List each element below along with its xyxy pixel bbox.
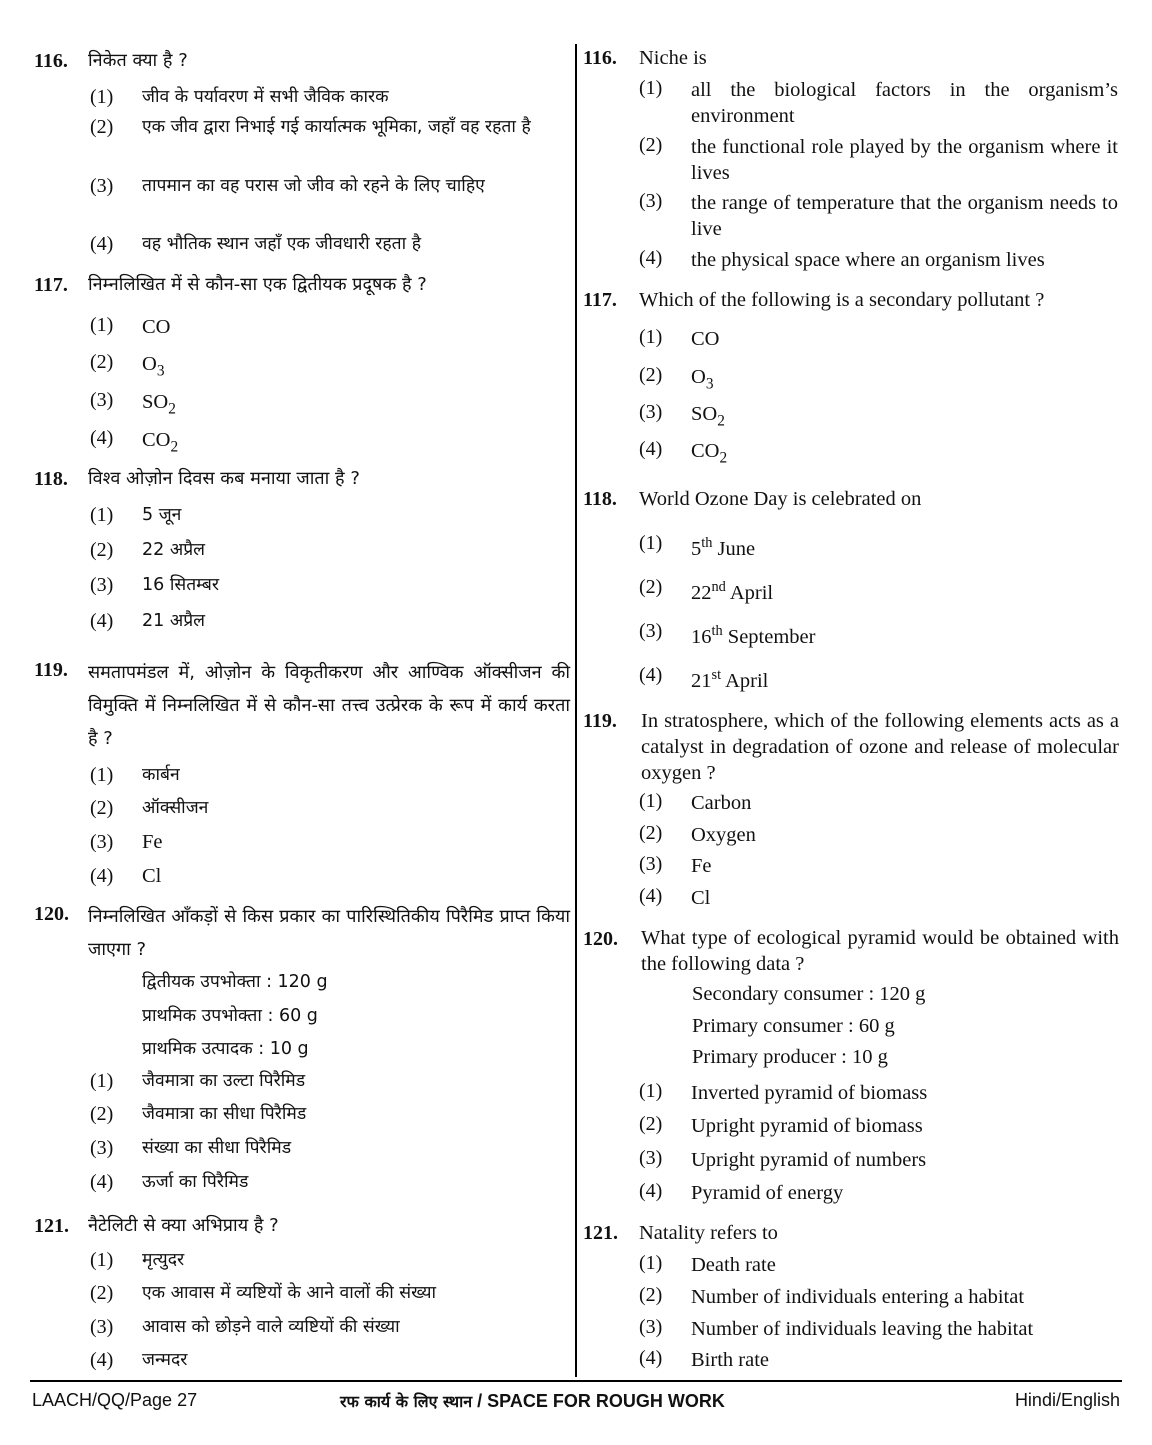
option-text: Death rate — [691, 1254, 776, 1276]
option-number: (4) — [90, 865, 114, 887]
formula-subscript: 3 — [705, 375, 714, 393]
option-number: (1) — [639, 77, 663, 99]
option-text: Number of individuals entering a habitat — [691, 1286, 1025, 1308]
option-number: (3) — [639, 401, 663, 423]
column-divider — [575, 44, 577, 1377]
option-number: (1) — [639, 532, 663, 554]
option-text: ऊर्जा का पिरैमिड — [142, 1172, 249, 1192]
option-text: Cl — [142, 865, 162, 887]
formula-subscript: 3 — [156, 362, 165, 380]
data-line: द्वितीयक उपभोक्ता : 120 g — [142, 972, 328, 992]
option-text: Cl — [691, 887, 711, 909]
rough-work-label — [340, 1390, 810, 1412]
option-number: (4) — [90, 610, 114, 632]
question-text: Niche is — [639, 47, 707, 69]
question-text: World Ozone Day is celebrated on — [639, 488, 922, 510]
data-line: प्राथमिक उत्पादक : 10 g — [142, 1039, 309, 1059]
option-text: the physical space where an organism lives — [691, 249, 1045, 271]
question-number: 116. — [34, 50, 68, 72]
option-text: वह भौतिक स्थान जहाँ एक जीवधारी रहता है — [142, 234, 422, 254]
option-number: (2) — [90, 1282, 114, 1304]
option-number: (2) — [90, 539, 114, 561]
question-text: Natality refers to — [639, 1222, 778, 1244]
option-text: मृत्युदर — [142, 1250, 185, 1270]
ordinal-suffix: nd — [711, 579, 726, 595]
option-number: (3) — [639, 853, 663, 875]
option-text: Pyramid of energy — [691, 1182, 844, 1204]
option-text: Inverted pyramid of biomass — [691, 1082, 928, 1104]
rough-work-hindi: रफ कार्य के लिए स्थान — [340, 1392, 473, 1411]
question-number: 119. — [34, 659, 68, 681]
formula-subscript: 2 — [719, 449, 728, 467]
question-text: What type of ecological pyramid would be obtained with the following data ? — [641, 927, 1119, 975]
language-label: Hindi/English — [1014, 1390, 1120, 1410]
option-number: (3) — [90, 175, 114, 197]
option-text: संख्या का सीधा पिरैमिड — [142, 1138, 292, 1158]
option-text: all the biological factors in the organism’s environment — [691, 79, 1118, 127]
data-line: Primary producer : 10 g — [692, 1046, 888, 1068]
formula: SO — [691, 403, 718, 425]
option-text: Oxygen — [691, 824, 756, 846]
footer-rule — [30, 1380, 1122, 1382]
option-text: तापमान का वह परास जो जीव को रहने के लिए चाहिए — [142, 176, 485, 196]
option-text: Number of individuals leaving the habitat — [691, 1318, 1034, 1340]
option-number: (3) — [639, 620, 663, 642]
option-number: (1) — [90, 1070, 114, 1092]
option-number: (2) — [639, 576, 663, 598]
question-number: 118. — [583, 488, 617, 510]
formula: CO — [142, 316, 171, 338]
question-number: 118. — [34, 468, 68, 490]
option-number: (3) — [90, 574, 114, 596]
option-number: (2) — [639, 822, 663, 844]
option-text: Upright pyramid of numbers — [691, 1149, 927, 1171]
option-number: (2) — [639, 364, 663, 386]
option-text: ऑक्सीजन — [142, 798, 209, 818]
formula-subscript: 2 — [170, 438, 179, 456]
option-number: (3) — [90, 1137, 114, 1159]
data-line: Secondary consumer : 120 g — [692, 983, 926, 1005]
formula: CO — [691, 440, 720, 462]
option-text: एक जीव द्वारा निभाई गई कार्यात्मक भूमिका, जहाँ वह रहता है — [142, 117, 531, 137]
option-text: 5 जून — [142, 505, 182, 525]
option-number: (1) — [639, 326, 663, 348]
question-text: विश्व ओज़ोन दिवस कब मनाया जाता है ? — [88, 468, 360, 489]
option-number: (2) — [90, 797, 114, 819]
option-number: (2) — [639, 1113, 663, 1135]
option-number: (4) — [90, 1171, 114, 1193]
option-number: (1) — [90, 764, 114, 786]
option-number: (1) — [90, 1249, 114, 1271]
question-number: 116. — [583, 47, 617, 69]
question-text: निम्नलिखित आँकड़ों से किस प्रकार का पारिस्थितिकीय पिरैमिड प्राप्त किया जाएगा ? — [88, 906, 570, 960]
rough-work-english: SPACE FOR ROUGH WORK — [487, 1391, 725, 1411]
date-month: April — [725, 669, 769, 692]
option-text: Fe — [691, 855, 712, 877]
option-number: (2) — [90, 116, 114, 138]
question-number: 120. — [583, 928, 618, 950]
option-number: (4) — [90, 233, 114, 255]
formula: CO — [691, 328, 720, 350]
option-text: Birth rate — [691, 1349, 769, 1371]
option-number: (1) — [90, 504, 114, 526]
option-number: (3) — [90, 389, 114, 411]
option-number: (4) — [90, 427, 114, 449]
ordinal-suffix: th — [701, 535, 713, 551]
question-number: 117. — [583, 289, 617, 311]
question-text: In stratosphere, which of the following elements acts as a catalyst in degradation of ozone and release of molecular oxygen ? — [641, 710, 1119, 784]
option-number: (3) — [639, 1147, 663, 1169]
date-day: 5 — [691, 537, 702, 560]
option-number: (2) — [90, 1103, 114, 1125]
option-text: Fe — [142, 831, 163, 853]
date-day: 22 — [691, 581, 712, 604]
formula-subscript: 2 — [168, 400, 176, 418]
option-text: जैवमात्रा का उल्टा पिरैमिड — [142, 1071, 306, 1091]
question-number: 121. — [583, 1222, 618, 1244]
question-text: Which of the following is a secondary pollutant ? — [639, 289, 1045, 311]
question-text: नैटेलिटी से क्या अभिप्राय है ? — [88, 1215, 279, 1236]
question-text: निम्नलिखित में से कौन-सा एक द्वितीयक प्रदूषक है ? — [88, 274, 427, 295]
date-month: September — [727, 625, 816, 648]
option-number: (1) — [90, 86, 114, 108]
question-number: 117. — [34, 274, 68, 296]
option-number: (3) — [639, 1316, 663, 1338]
date-day: 21 — [691, 669, 712, 692]
question-text: समतापमंडल में, ओज़ोन के विकृतीकरण और आण्विक ऑक्सीजन की विमुक्ति में निम्नलिखित में से कौन-सा तत्त्व उत्प्रेरक के रूप में कार्य करता है ? — [88, 662, 570, 749]
rough-work-separator: / — [472, 1391, 488, 1411]
option-number: (4) — [639, 247, 663, 269]
ordinal-suffix: st — [711, 667, 722, 683]
option-text: Upright pyramid of biomass — [691, 1115, 923, 1137]
option-number: (2) — [639, 134, 663, 156]
option-number: (4) — [90, 1349, 114, 1371]
option-number: (4) — [639, 438, 663, 460]
ordinal-suffix: th — [711, 623, 723, 639]
formula: SO — [142, 391, 169, 413]
option-text: 16 सितम्बर — [142, 575, 220, 595]
option-text: जैवमात्रा का सीधा पिरैमिड — [142, 1104, 307, 1124]
option-number: (4) — [639, 664, 663, 686]
data-line: Primary consumer : 60 g — [692, 1015, 895, 1037]
option-text: कार्बन — [142, 765, 180, 785]
question-number: 120. — [34, 903, 69, 925]
question-text: निकेत क्या है ? — [88, 50, 188, 71]
question-number: 121. — [34, 1215, 69, 1237]
option-number: (4) — [639, 1347, 663, 1369]
option-text: जन्मदर — [142, 1350, 188, 1370]
date-day: 16 — [691, 625, 712, 648]
date-month: June — [717, 537, 756, 560]
option-number: (1) — [90, 314, 114, 336]
option-number: (4) — [639, 1180, 663, 1202]
option-number: (2) — [90, 351, 114, 373]
option-text: 21 अप्रैल — [142, 611, 206, 631]
formula: CO — [142, 429, 171, 451]
option-number: (3) — [639, 190, 663, 212]
question-number: 119. — [583, 710, 617, 732]
data-line: प्राथमिक उपभोक्ता : 60 g — [142, 1006, 318, 1026]
formula-subscript: 2 — [717, 412, 725, 430]
date-month: April — [729, 581, 774, 604]
page-label: LAACH/QQ/Page 27 — [32, 1390, 198, 1410]
option-text: एक आवास में व्यष्टियों के आने वालों की संख्या — [142, 1283, 437, 1303]
option-text: the range of temperature that the organism needs to live — [691, 192, 1118, 240]
option-text: 22 अप्रैल — [142, 540, 206, 560]
option-number: (1) — [639, 1252, 663, 1274]
option-number: (2) — [639, 1284, 663, 1306]
option-number: (3) — [90, 831, 114, 853]
formula: O — [142, 353, 157, 375]
option-text: the functional role played by the organism where it lives — [691, 136, 1118, 184]
option-text: Carbon — [691, 792, 752, 814]
option-number: (3) — [90, 1316, 114, 1338]
option-text: जीव के पर्यावरण में सभी जैविक कारक — [142, 87, 389, 107]
option-number: (1) — [639, 790, 663, 812]
option-number: (4) — [639, 885, 663, 907]
formula: O — [691, 366, 706, 388]
option-number: (1) — [639, 1080, 663, 1102]
option-text: आवास को छोड़ने वाले व्यष्टियों की संख्या — [142, 1317, 400, 1337]
